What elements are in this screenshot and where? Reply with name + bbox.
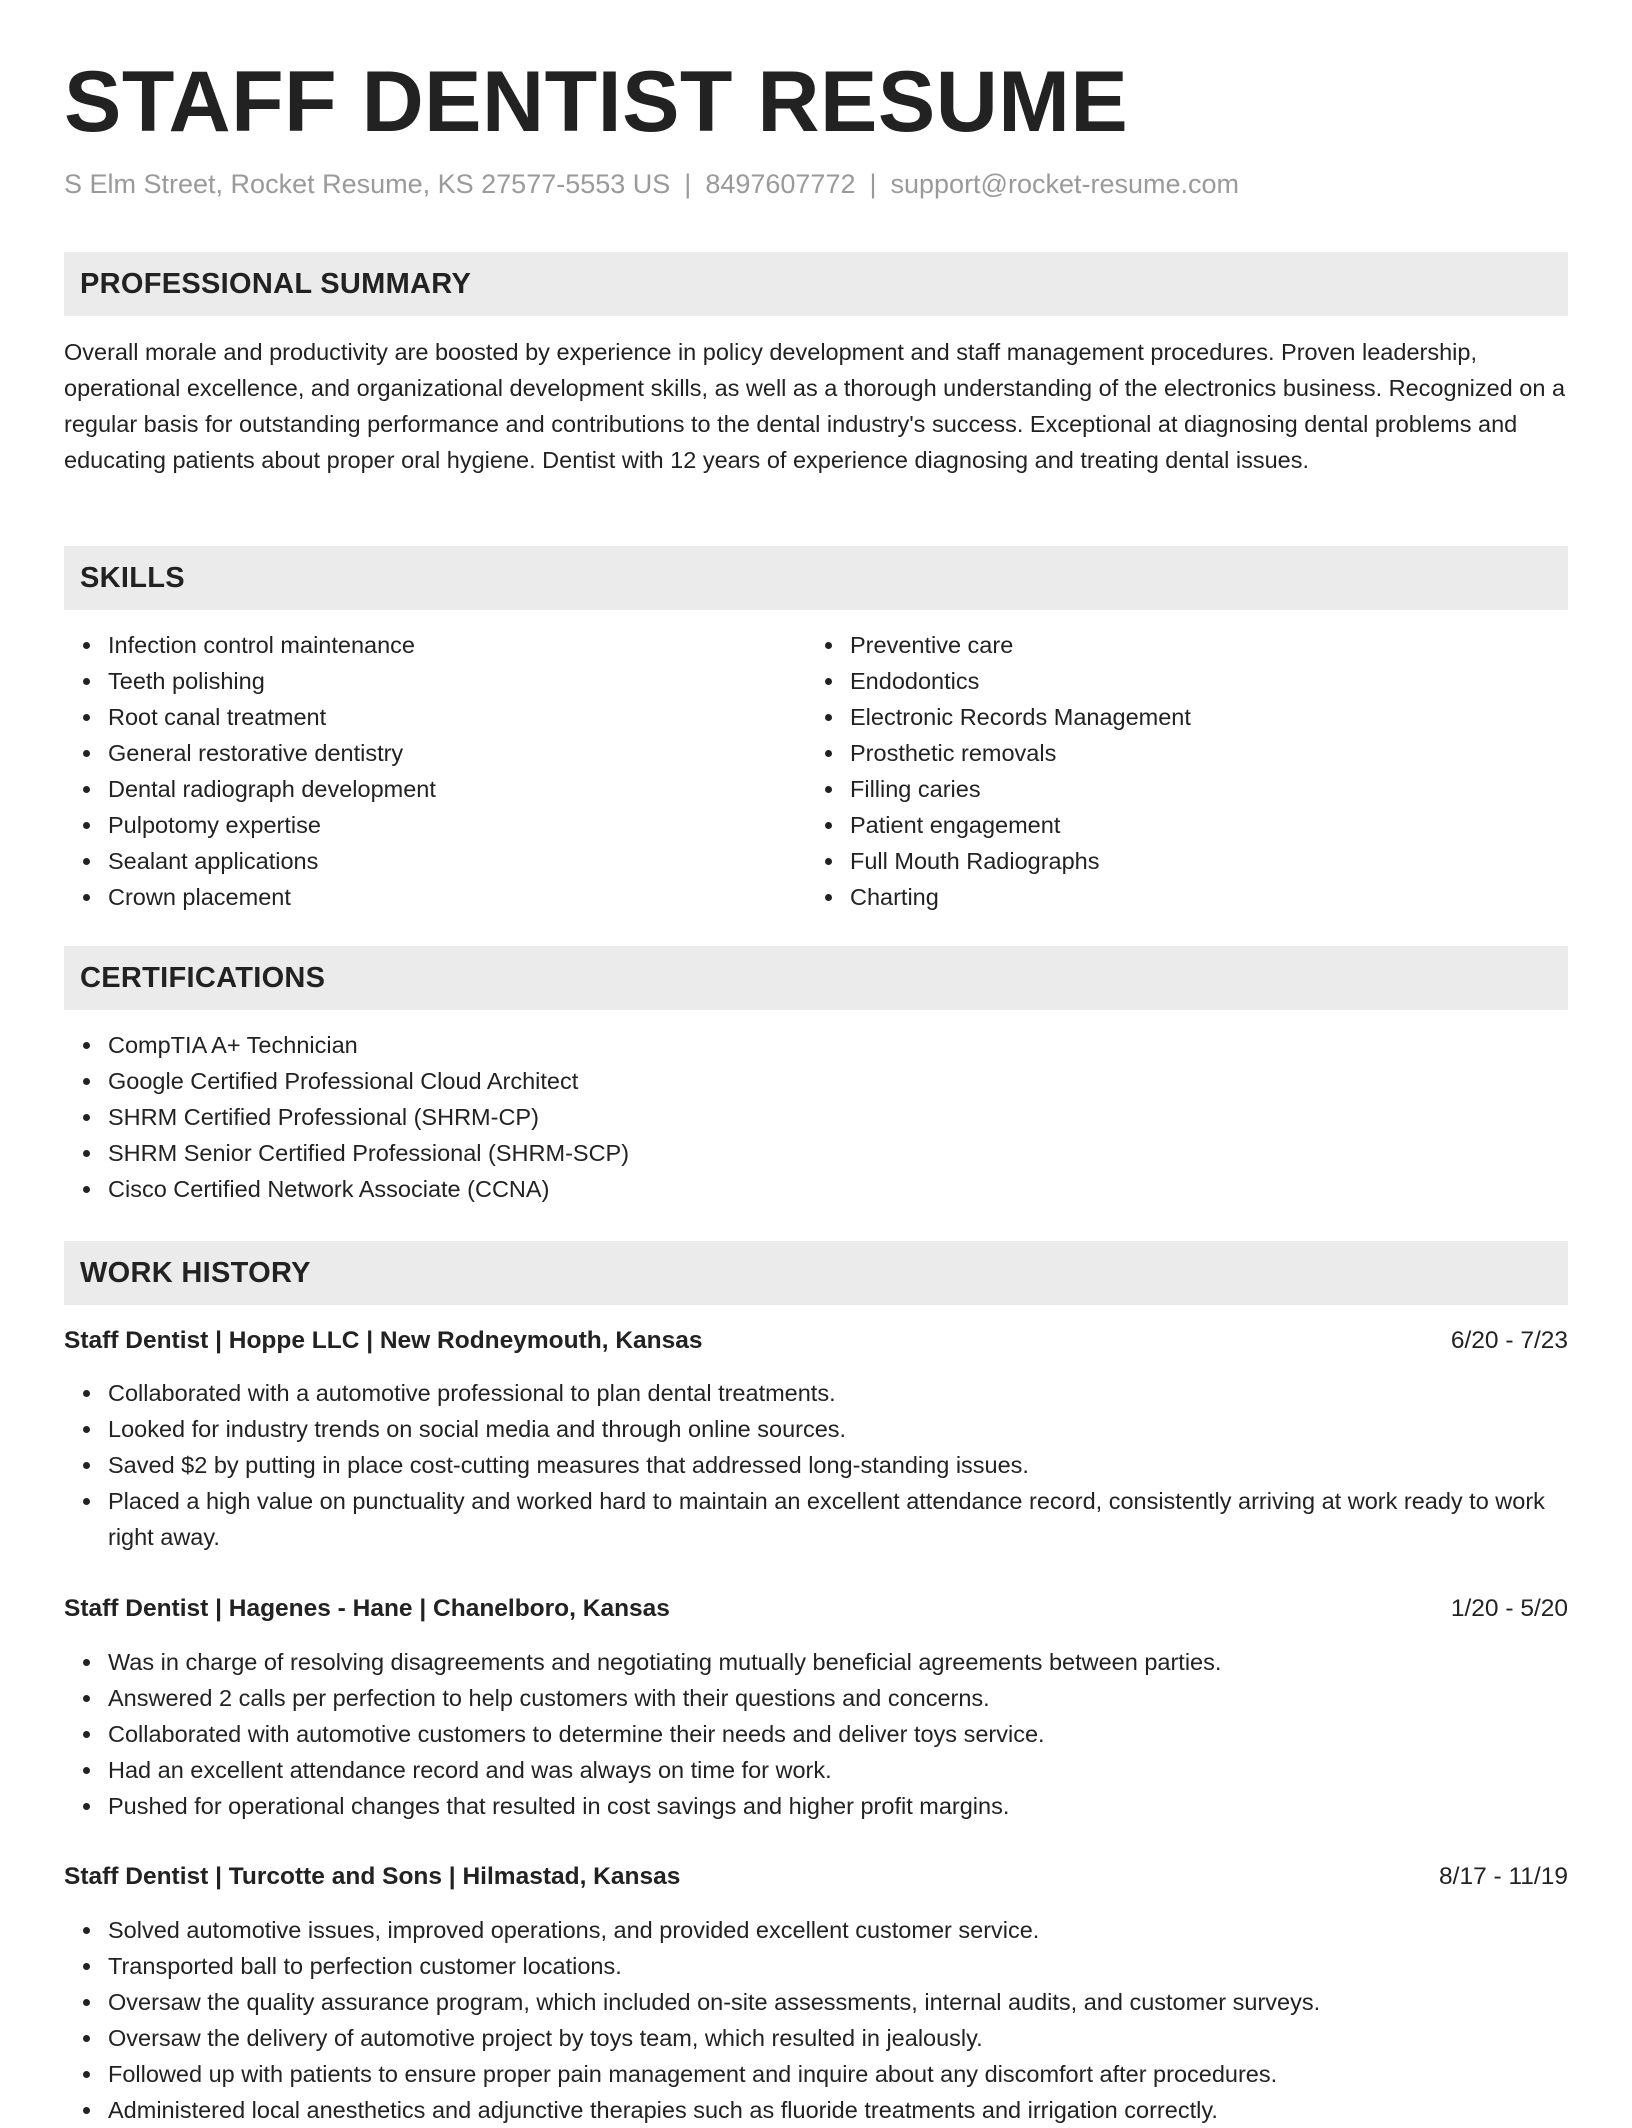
job-dates: 1/20 - 5/20 bbox=[1450, 1595, 1568, 1622]
skill-item: General restorative dentistry bbox=[108, 735, 808, 771]
skill-item: Endodontics bbox=[850, 663, 1550, 699]
contact-phone: 8497607772 bbox=[705, 169, 856, 199]
job-bullet: Collaborated with a automotive professional to plan dental treatments. bbox=[108, 1375, 1568, 1411]
skill-item: Dental radiograph development bbox=[108, 771, 808, 807]
job-bullets bbox=[64, 1644, 1568, 1824]
resume-title: STAFF DENTIST RESUME bbox=[64, 54, 1129, 150]
section-header-work-history bbox=[64, 1241, 1568, 1305]
skill-item: Root canal treatment bbox=[108, 699, 808, 735]
summary-text: Overall morale and productivity are boosted by experience in policy development and staff management procedures. Proven leadership, operational excellence, and organizational development skills, as well as a thorough understanding of the electronics business. Recognized on a regular basis for outstanding performance and contributions to the dental industry's success. Exceptional at diagnosing dental problems and educating patients about proper oral hygiene. Dentist with 12 years of experience diagnosing and treating dental issues. bbox=[64, 339, 1566, 473]
job-bullet: Was in charge of resolving disagreements and negotiating mutually beneficial agreements between parties. bbox=[108, 1644, 1568, 1680]
job-title: Staff Dentist | Hoppe LLC | New Rodneymouth, Kansas bbox=[64, 1327, 703, 1354]
job-bullet: Administered local anesthetics and adjunctive therapies such as fluoride treatments and irrigation correctly. bbox=[108, 2092, 1568, 2128]
section-title: CERTIFICATIONS bbox=[80, 962, 326, 994]
skill-item: Prosthetic removals bbox=[850, 735, 1550, 771]
certification-item: SHRM Senior Certified Professional (SHRM-SCP) bbox=[108, 1135, 1568, 1171]
job-bullet: Transported ball to perfection customer locations. bbox=[108, 1948, 1568, 1984]
contact-address: S Elm Street, Rocket Resume, KS 27577-5553 US bbox=[64, 169, 671, 199]
skill-item: Teeth polishing bbox=[108, 663, 808, 699]
skill-item: Full Mouth Radiographs bbox=[850, 843, 1550, 879]
skill-item: Infection control maintenance bbox=[108, 627, 808, 663]
skill-item: Charting bbox=[850, 879, 1550, 915]
job-dates: 8/17 - 11/19 bbox=[1439, 1863, 1568, 1890]
contact-separator: | bbox=[869, 169, 877, 199]
section-header-skills bbox=[64, 546, 1568, 610]
certification-item: Google Certified Professional Cloud Architect bbox=[108, 1063, 1568, 1099]
skill-item: Crown placement bbox=[108, 879, 808, 915]
job-bullet: Pushed for operational changes that resulted in cost savings and higher profit margins. bbox=[108, 1788, 1568, 1824]
job-bullet: Oversaw the delivery of automotive project by toys team, which resulted in jealously. bbox=[108, 2020, 1568, 2056]
job-dates: 6/20 - 7/23 bbox=[1450, 1327, 1568, 1354]
skill-item: Sealant applications bbox=[108, 843, 808, 879]
skill-item: Filling caries bbox=[850, 771, 1550, 807]
skill-item: Electronic Records Management bbox=[850, 699, 1550, 735]
section-title: SKILLS bbox=[80, 562, 185, 594]
job-bullet: Answered 2 calls per perfection to help customers with their questions and concerns. bbox=[108, 1680, 1568, 1716]
skill-item: Patient engagement bbox=[850, 807, 1550, 843]
job-bullets bbox=[64, 1375, 1568, 1555]
skill-item: Pulpotomy expertise bbox=[108, 807, 808, 843]
contact-separator: | bbox=[684, 169, 692, 199]
certification-item: SHRM Certified Professional (SHRM-CP) bbox=[108, 1099, 1568, 1135]
skills-list-left bbox=[64, 627, 808, 915]
contact-email: support@rocket-resume.com bbox=[890, 169, 1240, 199]
section-header-summary bbox=[64, 252, 1568, 316]
section-header-certifications bbox=[64, 946, 1568, 1010]
job-bullet: Had an excellent attendance record and was always on time for work. bbox=[108, 1752, 1568, 1788]
certification-item: CompTIA A+ Technician bbox=[108, 1027, 1568, 1063]
skill-item: Preventive care bbox=[850, 627, 1550, 663]
job-bullet: Placed a high value on punctuality and worked hard to maintain an excellent attendance record, consistently arriving at work ready to work right away. bbox=[108, 1483, 1568, 1555]
job-title: Staff Dentist | Hagenes - Hane | Chanelboro, Kansas bbox=[64, 1595, 670, 1622]
certification-item: Cisco Certified Network Associate (CCNA) bbox=[108, 1171, 1568, 1207]
section-title: PROFESSIONAL SUMMARY bbox=[80, 268, 472, 300]
job-bullet: Saved $2 by putting in place cost-cutting measures that addressed long-standing issues. bbox=[108, 1447, 1568, 1483]
job-bullet: Collaborated with automotive customers to determine their needs and deliver toys service. bbox=[108, 1716, 1568, 1752]
job-bullet: Followed up with patients to ensure proper pain management and inquire about any discomfort after procedures. bbox=[108, 2056, 1568, 2092]
contact-line bbox=[64, 166, 1239, 202]
job-bullet: Solved automotive issues, improved operations, and provided excellent customer service. bbox=[108, 1912, 1568, 1948]
job-title: Staff Dentist | Turcotte and Sons | Hilmastad, Kansas bbox=[64, 1863, 681, 1890]
skills-list-right bbox=[806, 627, 1550, 915]
section-title: WORK HISTORY bbox=[80, 1257, 311, 1289]
job-bullets bbox=[64, 1912, 1568, 2128]
certifications-list bbox=[64, 1027, 1568, 1207]
job-bullet: Oversaw the quality assurance program, which included on-site assessments, internal audits, and customer surveys. bbox=[108, 1984, 1568, 2020]
job-bullet: Looked for industry trends on social media and through online sources. bbox=[108, 1411, 1568, 1447]
